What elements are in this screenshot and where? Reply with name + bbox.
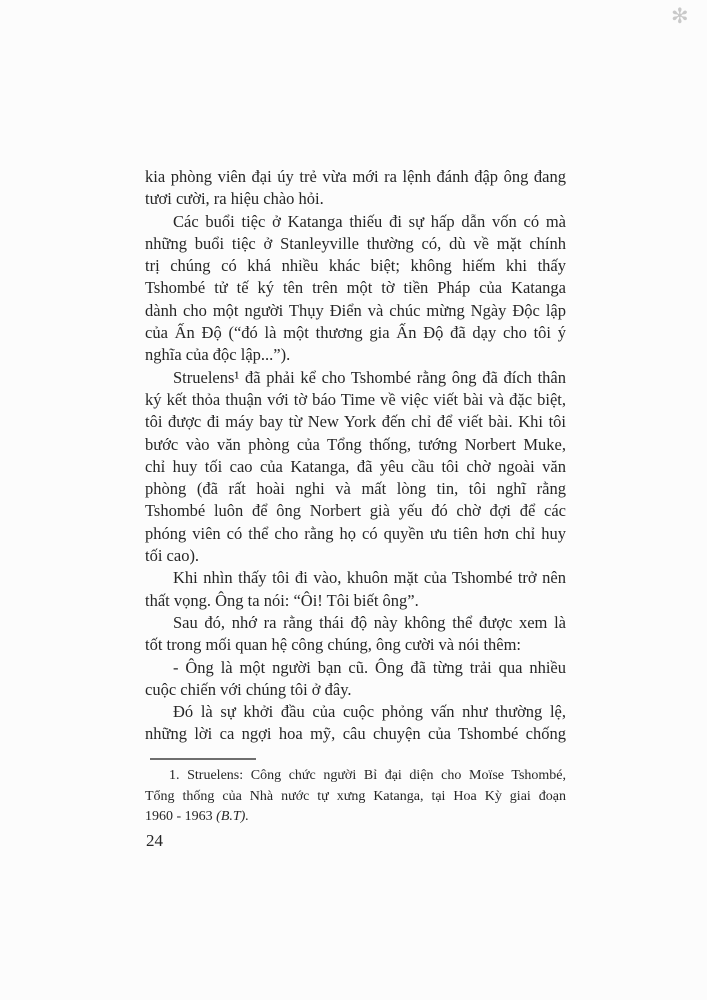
text-line: Các buổi tiệc ở Katanga thiếu đi sự hấp dẫn vốn có mà xyxy=(173,211,566,231)
footnote-line xyxy=(145,787,566,808)
text-line: trị chúng có khá nhiều khác biệt; không hiếm khi thấy xyxy=(145,256,566,276)
text-line: tươi cười, ra hiệu chào hỏi. xyxy=(145,189,324,209)
text-line: thất vọng. Ông ta nói: “Ôi! Tôi biết ông”. xyxy=(145,590,419,610)
text-line: Tshombé tử tế ký tên trên một tờ tiền Pháp của Katanga xyxy=(145,278,566,298)
body-text xyxy=(145,166,566,746)
text-line: Sau đó, nhớ ra rằng thái độ này không thể được xem là xyxy=(173,612,566,632)
text-line: Đó là sự khởi đầu của cuộc phỏng vấn như thường lệ, xyxy=(173,702,566,722)
text-line: phòng (đã rất hoài nghi và mất lòng tin, tôi nghĩ rằng xyxy=(145,479,566,499)
text-line: chỉ huy tối cao của Katanga, đã yêu cầu tôi chờ ngoài văn xyxy=(145,456,566,476)
text-line: tôi được đi máy bay từ New York đến chỉ để viết bài. Khi tôi xyxy=(145,412,566,432)
text-line: Struelens¹ đã phải kể cho Tshombé rằng ông đã đích thân xyxy=(173,367,566,387)
text-line: những lời ca ngợi hoa mỹ, câu chuyện của Tshombé chống xyxy=(145,724,566,744)
text-line: bước vào văn phòng của Tổng thống, tướng Norbert Muke, xyxy=(145,434,566,454)
text-line: ký kết thỏa thuận với tờ báo Time về việc viết bài và đặc biệt, xyxy=(145,389,566,409)
text-line: cuộc chiến với chúng tôi ở đây. xyxy=(145,679,352,699)
text-line: phóng viên có thể cho rằng họ có quyền ưu tiên hơn chỉ huy xyxy=(145,523,566,543)
text-line: Tshombé luôn để ông Norbert già yếu đó chờ đợi để các xyxy=(145,501,566,521)
text-line: nghĩa của độc lập...”). xyxy=(145,345,291,365)
footnote-text: 1. Struelens: Công chức người Bỉ đại diện cho Moïse Tshombé, xyxy=(169,768,566,783)
text-line: tốt trong mối quan hệ công chúng, ông cười và nói thêm: xyxy=(145,635,522,655)
footnote-separator xyxy=(150,758,256,760)
text-line: những buổi tiệc ở Stanleyville thường có, dù về mặt chính xyxy=(145,233,566,253)
footnote-editor-note: (B.T). xyxy=(216,809,249,825)
text-line: kia phòng viên đại úy trẻ vừa mới ra lệnh đánh đập ông đang xyxy=(145,167,566,186)
text-line: - Ông là một người bạn cũ. Ông đã từng trải qua nhiều xyxy=(173,657,566,677)
footnote-text: Tổng thống của Nhà nước tự xưng Katanga, tại Hoa Kỳ giai đoạn xyxy=(145,788,566,804)
footnote-line xyxy=(145,766,566,787)
page-number: 24 xyxy=(146,831,163,850)
footnote-line xyxy=(145,807,566,828)
flower-ornament-icon: ✻ xyxy=(671,4,689,28)
footnote-text: 1960 - 1963 xyxy=(145,809,217,825)
text-line: dành cho một người Thụy Điển và chúc mừng Ngày Độc lập xyxy=(145,300,566,320)
text-line: Khi nhìn thấy tôi đi vào, khuôn mặt của Tshombé trở nên xyxy=(173,568,566,588)
footnote xyxy=(145,766,566,828)
text-line: tối cao). xyxy=(145,546,200,566)
text-line: của Ấn Độ (“đó là một thương gia Ấn Độ đã dạy cho tôi ý xyxy=(145,323,566,343)
